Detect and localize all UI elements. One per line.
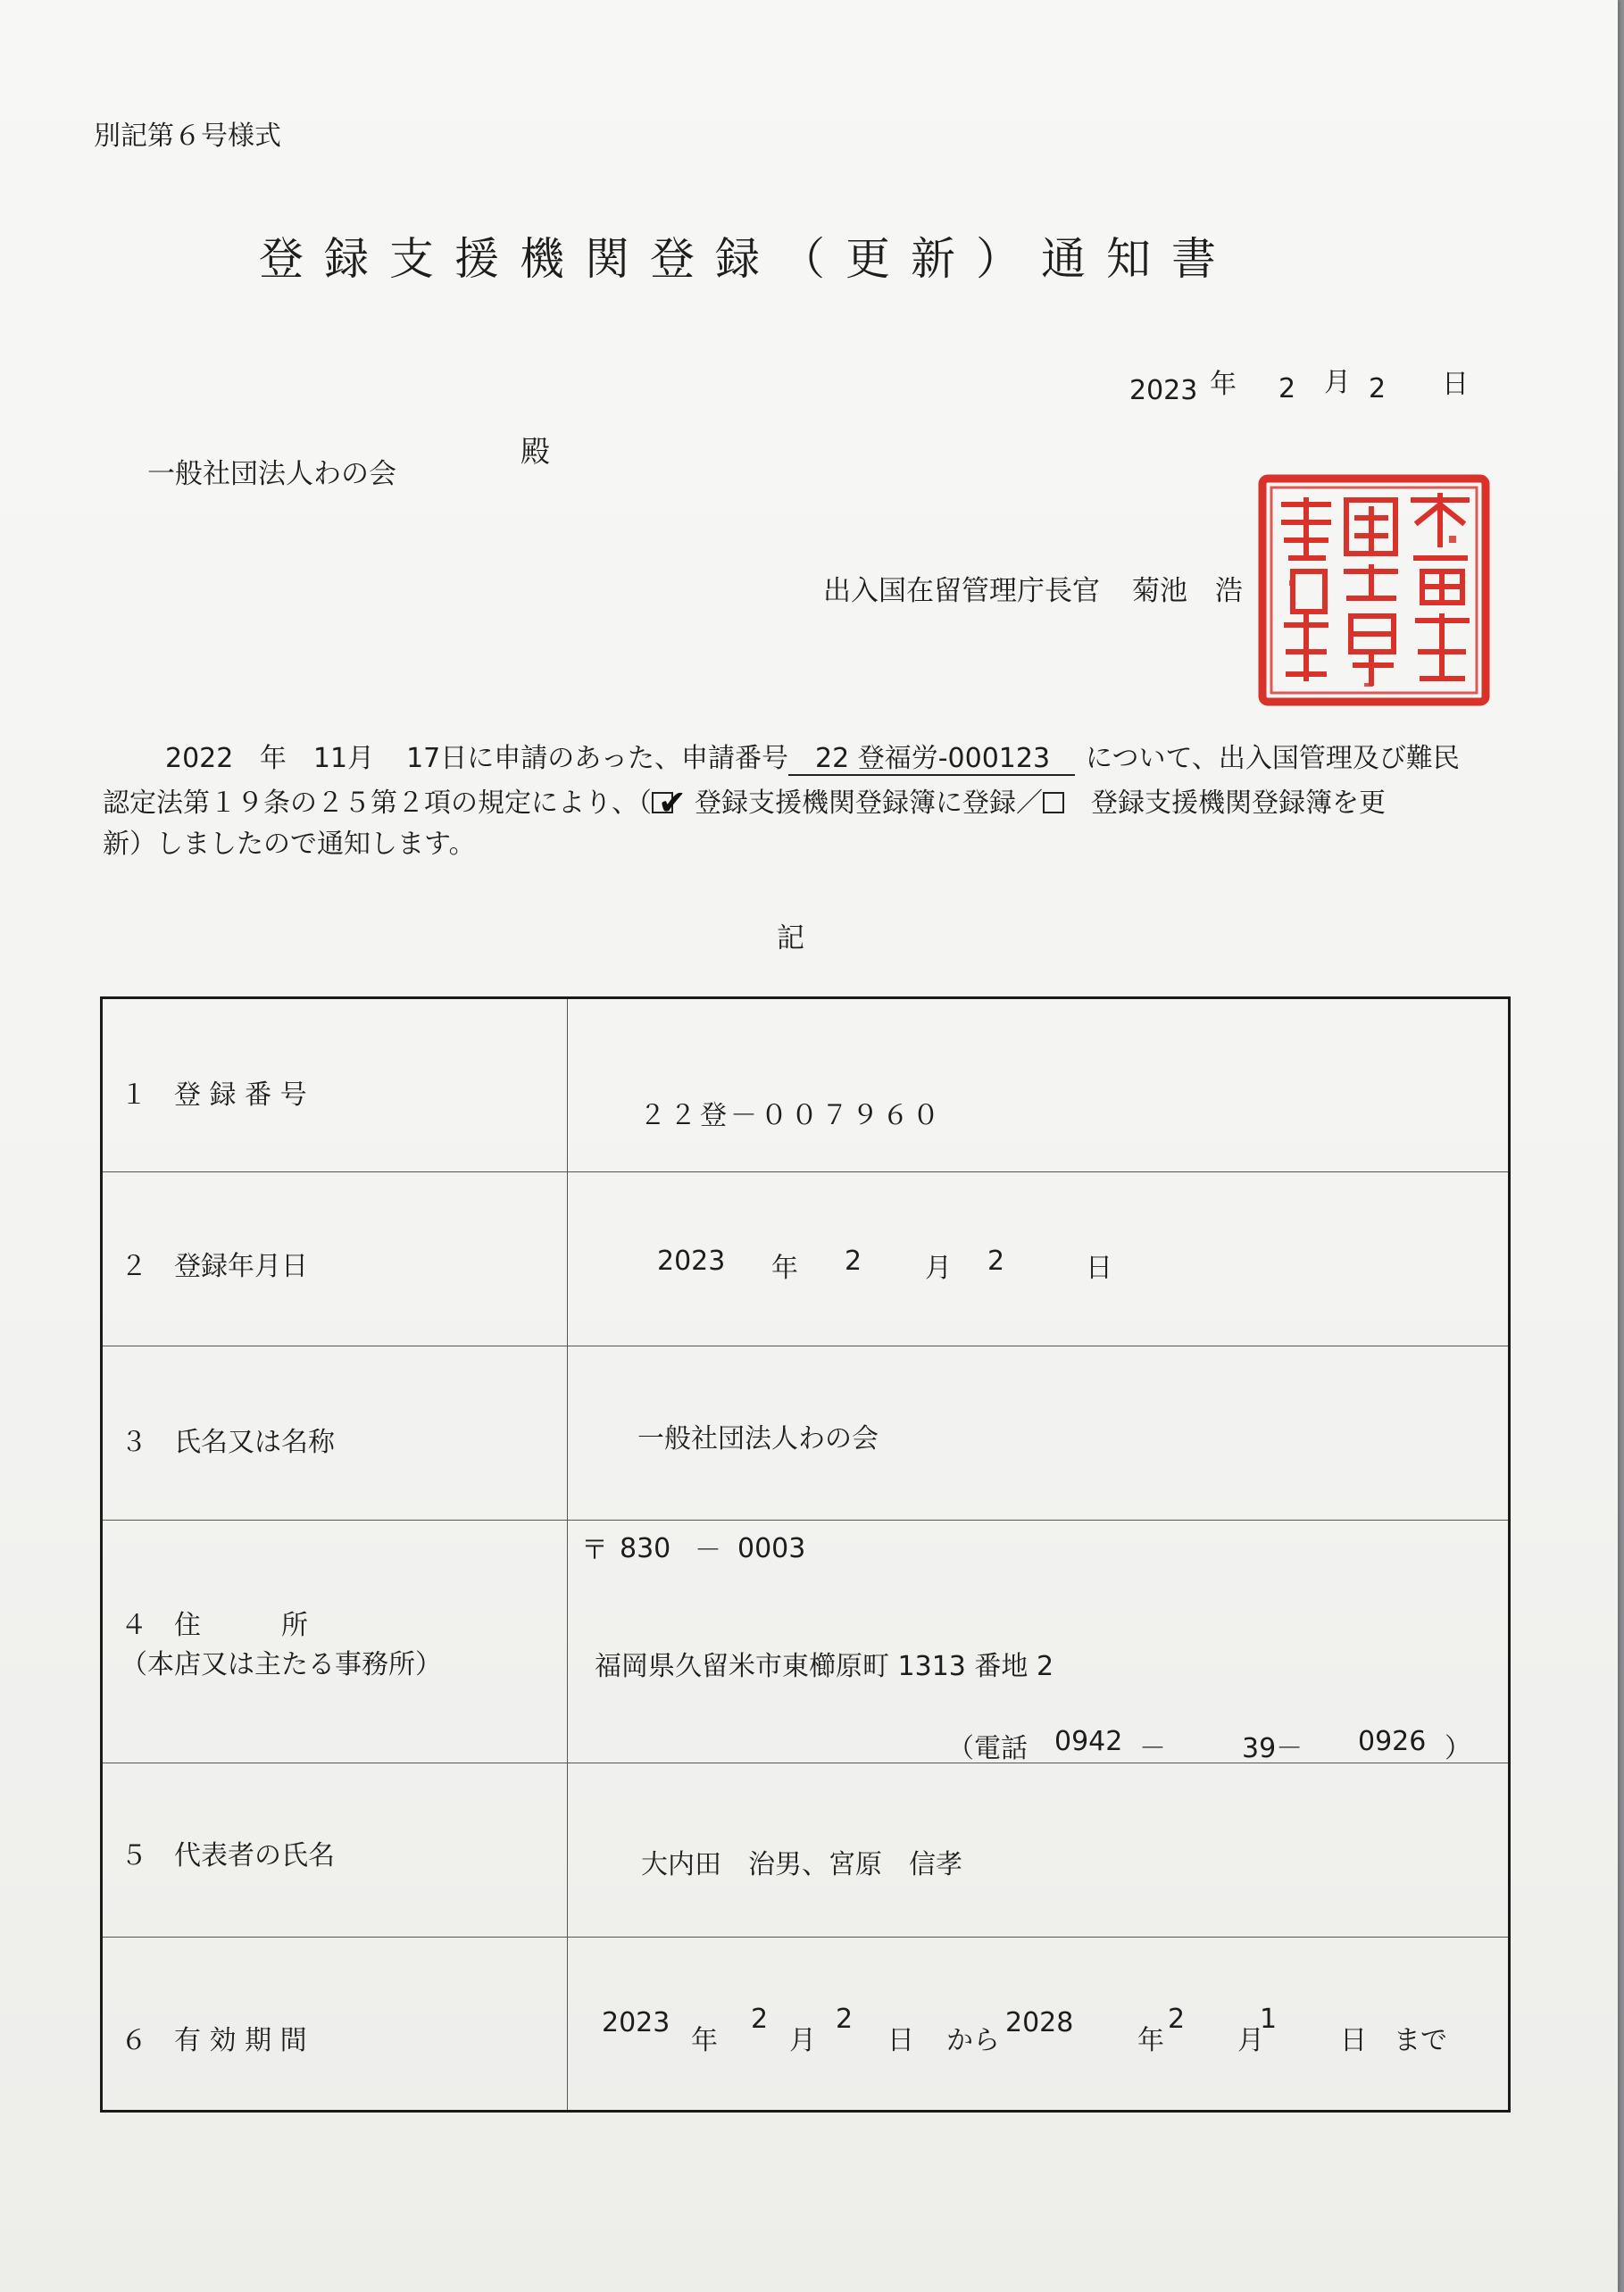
registration-date-month-unit: 月	[925, 1253, 952, 1284]
name-value: 一般社団法人わの会	[637, 1423, 879, 1454]
table-row	[102, 1172, 1510, 1346]
validity-from-month: 2	[751, 2004, 769, 2035]
table-row	[102, 1521, 1510, 1763]
validity-from-month-unit: 月	[789, 2025, 816, 2056]
representative-value: 大内田 治男、宮原 信孝	[641, 1849, 962, 1880]
addressee-name: 一般社団法人わの会	[147, 458, 396, 490]
application-day: 17	[406, 743, 441, 774]
phone-open: （電話	[947, 1733, 1028, 1764]
address-sublabel: （本店又は主たる事務所）	[121, 1649, 442, 1680]
official-seal	[1257, 473, 1491, 707]
issuer-title: 出入国在留管理庁長官	[823, 575, 1100, 607]
registration-date-day: 2	[987, 1246, 1005, 1277]
validity-to-day: 1	[1260, 2004, 1278, 2035]
issue-year: 2023	[1129, 375, 1198, 406]
validity-to-month: 2	[1168, 2004, 1186, 2035]
body-line-2	[103, 782, 1386, 825]
option1-checkbox[interactable]	[652, 783, 687, 822]
validity-to-month-unit: 月	[1237, 2025, 1264, 2056]
issue-year-unit: 年	[1210, 369, 1237, 400]
validity-kara: から	[946, 2025, 1000, 2056]
postal-code-2: 0003	[737, 1533, 806, 1564]
application-month-unit: 月	[347, 743, 375, 774]
application-month: 11	[312, 743, 348, 774]
body-line-1	[165, 738, 1460, 780]
address-value: 福岡県久留米市東櫛原町 1313 番地 2	[595, 1651, 1054, 1682]
issue-month-unit: 月	[1324, 367, 1351, 398]
application-year-unit: 年	[259, 743, 287, 774]
document-title: 登録支援機関登録（更新）通知書	[259, 233, 1237, 285]
table-row	[102, 1938, 1510, 2112]
body-text-2: について、出入国管理及び難民	[1086, 743, 1460, 774]
name-label: ３ 氏名又は名称	[121, 1427, 335, 1458]
registration-date-day-unit: 日	[1086, 1253, 1112, 1284]
phone-local: 39－	[1242, 1733, 1303, 1764]
application-day-unit: 日	[440, 743, 468, 774]
application-number: 22 登福労-000123	[788, 743, 1075, 776]
registration-date-year: 2023	[657, 1246, 726, 1277]
registration-table	[100, 996, 1511, 2113]
registration-date-year-unit: 年	[771, 1253, 798, 1284]
registration-number-value: ２２登－００７９６０	[639, 1100, 943, 1131]
option2-checkbox[interactable]	[1043, 792, 1064, 813]
addressee-honorific: 殿	[521, 434, 550, 469]
validity-from-day: 2	[836, 2004, 854, 2035]
postal-dash: －	[695, 1535, 721, 1566]
registration-date-month: 2	[845, 1246, 862, 1277]
phone-dash-1: －	[1139, 1733, 1166, 1764]
checkmark-icon: ✔	[658, 783, 687, 822]
phone-close: ）	[1445, 1733, 1471, 1764]
option2-label: 登録支援機関登録簿を更	[1091, 788, 1386, 819]
validity-to-year-unit: 年	[1137, 2025, 1164, 2056]
table-row	[102, 1346, 1510, 1521]
validity-to-day-unit: 日	[1340, 2025, 1367, 2056]
postal-code-1: 830	[620, 1533, 671, 1564]
validity-made: まで	[1394, 2025, 1447, 2056]
validity-to-year: 2028	[1005, 2007, 1074, 2038]
body-line-3: 新）しましたので通知します。	[103, 829, 476, 860]
issue-month: 2	[1278, 373, 1296, 404]
phone-number: 0926	[1358, 1726, 1427, 1757]
issue-day-unit: 日	[1442, 369, 1469, 400]
body-text-1: に申請のあった、申請番号	[467, 743, 788, 774]
validity-from-year: 2023	[602, 2007, 670, 2038]
application-year: 2022	[165, 743, 234, 774]
registration-date-label: ２ 登録年月日	[121, 1251, 308, 1282]
representative-label: ５ 代表者の氏名	[121, 1840, 335, 1871]
validity-from-day-unit: 日	[887, 2025, 914, 2056]
ki-heading: 記	[777, 922, 804, 954]
address-label: ４ 住 所	[121, 1610, 308, 1641]
issuer	[823, 568, 1275, 608]
option1-label: 登録支援機関登録簿に登録／	[695, 788, 1043, 819]
validity-label: ６ 有 効 期 間	[121, 2025, 307, 2056]
table-row	[102, 998, 1510, 1172]
form-label: 別記第６号様式	[94, 121, 281, 152]
issuer-name: 菊池 浩	[1132, 575, 1243, 607]
postal-mark: 〒	[581, 1535, 608, 1566]
validity-from-year-unit: 年	[691, 2025, 718, 2056]
registration-number-label: １ 登 録 番 号	[121, 1079, 307, 1111]
table-row	[102, 1763, 1510, 1938]
phone-area: 0942	[1054, 1726, 1123, 1757]
issue-day: 2	[1369, 373, 1387, 404]
body-text-3: 認定法第１９条の２５第２項の規定により、（	[103, 788, 652, 819]
